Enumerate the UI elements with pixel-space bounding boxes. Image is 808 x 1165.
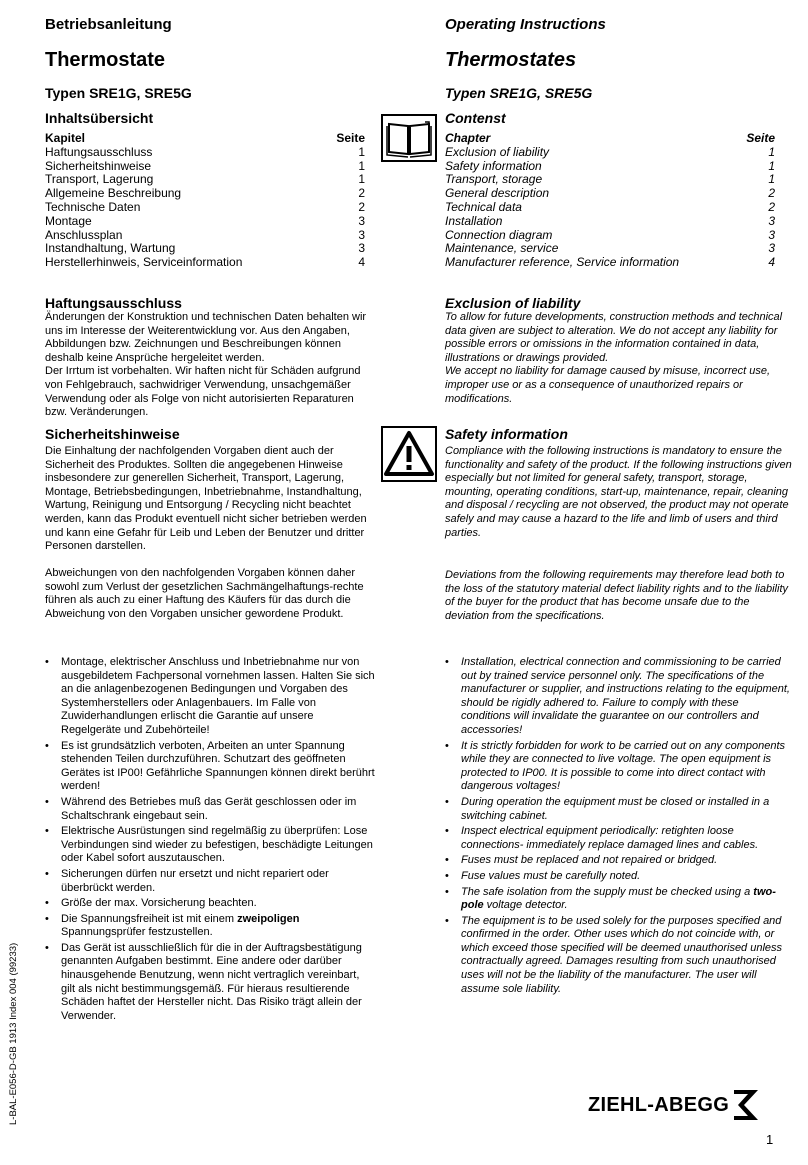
liability-text-de [45,311,375,420]
toc-item: Connection diagram 3 [445,227,775,242]
toc-chapter-label: Chapter [445,131,491,145]
list-item: • Montage, elektrischer Anschluss und Inbetriebnahme nur von ausgebildetem Fachpersonal vornehmen lassen. Halten Sie sich an die anlagenbezogenen Bedingungen und Vorgaben des Systemherstellers oder Anlagenbauers. Im Falle von Zuwiderhandlungen erlischt die Garantie auf unsere Regelgeräte und Zubehörteile! [45,656,375,738]
liability-p2-de: Der Irrtum ist vorbehalten. Wir haften nicht für Schäden aufgrund von Fehlgebrauch, sachwidriger Verwendung, unsachgemäßer Verwendung oder als Folge von nicht autorisierten Reparaturen bzw. Veränderungen. [45,365,361,419]
toc-item: Safety information 1 [445,158,775,173]
safety-heading-en: Safety information [445,426,568,442]
toc-item: Maintenance, service 3 [445,241,775,256]
doc-type-en: Operating Instructions [445,16,606,33]
list-item: • Sicherungen dürfen nur ersetzt und nicht repariert oder überbrückt werden. [45,868,375,895]
toc-item: Installation 3 [445,213,775,228]
toc-chapter-label: Kapitel [45,131,86,145]
list-item: • During operation the equipment must be closed or installed in a switching cabinet. [445,796,790,823]
safety-heading-de: Sicherheitshinweise [45,426,180,442]
bullet-list-de [45,656,375,1025]
bold-term: zweipoligen [237,912,300,925]
toc-item: Exclusion of liability 1 [445,144,775,159]
toc-item: Montage 3 [45,213,365,228]
safety-p2-en: Deviations from the following requirements may therefore lead both to the loss of the statutory material defect liability rights and to the liability of the buyer for the product that has become unsafe due to the deviation from the specifications. [445,569,789,622]
list-item: • It is strictly forbidden for work to be carried out on any components while they are connected to live voltage. The open equipment is protected to IP00. It is possible to come into direct contact with dangerous voltages! [445,740,790,794]
brand-logo [588,1088,760,1122]
page-number: 1 [766,1132,774,1147]
ziehl-abegg-logo-icon [732,1088,760,1122]
toc-item: Anschlussplan 3 [45,227,365,242]
toc-heading-de: Inhaltsübersicht [45,110,154,126]
list-item: • Während des Betriebes muß das Gerät geschlossen oder im Schaltschrank eingebaut sein. [45,796,375,823]
list-item: • Installation, electrical connection and commissioning to be carried out by trained service personnel only. The specifications of the manufacturer or supplier, and instructions relating to the equipment, should be rigidly adhered to. Failure to comply with these conditions will invalidate the guarantee on our controllers and accessories! [445,656,790,738]
safety-p1-en: Compliance with the following instructions is mandatory to ensure the functionality and safety of the product. If the following instructions given especially but not limited for general safety, transport, storage, mounting, operating conditions, start-up, maintenance, repair, cleaning and disposal / recycling are not observed, the product may not operate safely and may cause a hazard to the life and limb of users and third parties. [445,445,792,539]
toc-item: Instandhaltung, Wartung 3 [45,241,365,256]
list-item: • Inspect electrical equipment periodically: retighten loose connections- immediately replace damaged lines and cables. [445,825,790,852]
bold-term: two-pole [461,885,776,912]
book-icon [381,114,437,162]
toc-en [445,132,775,270]
liability-p1-en: To allow for future developments, construction methods and technical data given are subject to alteration. We do not accept any liability for possible errors or omissions in the information contained in data, illustrations or drawings provided. [445,311,783,364]
liability-heading-en: Exclusion of liability [445,295,581,311]
list-item: • Fuses must be replaced and not repaired or bridged. [445,854,790,868]
liability-p2-en: We accept no liability for damage caused by misuse, incorrect use, improper use or as a consequence of unauthorized repairs or modifications. [445,365,771,405]
list-item: • Elektrische Ausrüstungen sind regelmäßig zu überprüfen: Lose Verbindungen sind wieder zu befestigen, beschädigte Leitungen oder Kabel sofort auszutauschen. [45,825,375,866]
toc-header-en [445,132,775,146]
title-en: Thermostates [445,49,577,71]
liability-text-en [445,311,790,406]
list-item: • Das Gerät ist ausschließlich für die in der Auftragsbestätigung genannten Aufgaben bestimmt. Eine andere oder darüber hinausgehende Benutzung, wenn nicht vertraglich vereinbart, gilt als nicht bestimmungsgemäß. Für hieraus resultierende Schäden haftet der Hersteller nicht. Das Risiko trägt allein der Verwender. [45,942,375,1024]
list-item: • Fuse values must be carefully noted. [445,870,790,884]
title-de: Thermostate [45,49,166,71]
toc-page-label: Seite [336,131,365,145]
safety-p1-de: Die Einhaltung der nachfolgenden Vorgaben dient auch der Sicherheit des Produktes. Sollten die angegebenen Hinweise insbesondere zur generellen Sicherheit, Transport, Lagerung, Montage, Betriebsbedingungen, Inbetriebnahme, Instandhaltung, Wartung, Reinigung und Entsorgung / Recycling nicht beachtet werden, kann das Produkt eventuell nicht sicher betrieben werden und kann eine Gefahr für Leib und Leben der Benutzer und dritter Personen darstellen. [45,445,367,553]
document-code: L-BAL-E056-D-GB 1913 Index 004 (99233) [8,942,19,1125]
doc-type-de: Betriebsanleitung [45,16,172,33]
safety-p2-de: Abweichungen von den nachfolgenden Vorgaben können daher sowohl zum Verlust der gesetzlichen Sachmängelhaftungs-rechte führen als auch zu einer Haftung des Käufers für das durch die Abweichung von den Vorgaben unsicher gewordene Produkt. [45,567,364,620]
warning-triangle-icon [381,426,437,482]
toc-item: Technical data 2 [445,199,775,214]
toc-item: Allgemeine Beschreibung 2 [45,186,365,201]
list-item: • Es ist grundsätzlich verboten, Arbeiten an unter Spannung stehenden Teilen durchzuführen. Schutzart des geöffneten Gerätes ist IP00! Gefährliche Spannungen können direkt berührt werden! [45,740,375,794]
toc-item: General description 2 [445,186,775,201]
list-item: • Größe der max. Vorsicherung beachten. [45,897,375,911]
toc-item: Technische Daten 2 [45,199,365,214]
toc-item: Sicherheitshinweise 1 [45,158,365,173]
toc-item: Transport, storage 1 [445,172,775,187]
liability-heading-de: Haftungsausschluss [45,295,182,311]
toc-item: Herstellerhinweis, Serviceinformation 4 [45,255,365,270]
list-item: • The safe isolation from the supply must be checked using a two-pole voltage detector. [445,886,790,913]
bullet-list-en [445,656,790,998]
types-en: Typen SRE1G, SRE5G [445,85,593,101]
list-item: • Die Spannungsfreiheit ist mit einem zweipoligen Spannungsprüfer festzustellen. [45,913,375,940]
types-de: Typen SRE1G, SRE5G [45,85,192,101]
toc-header-de [45,132,365,146]
logo-text: ZIEHL-ABEGG [588,1093,730,1116]
toc-page-label: Seite [746,131,775,145]
toc-item: Haftungsausschluss 1 [45,144,365,159]
toc-item: Manufacturer reference, Service information 4 [445,255,775,270]
liability-p1-de: Änderungen der Konstruktion und technischen Daten behalten wir uns im Interesse der Weiterentwicklung vor. Aus den Angaben, Abbildungen bzw. Zeichnungen und Beschreibungen können deshalb keine Ansprüche hergeleitet werden. [45,311,367,364]
toc-heading-en: Contenst [445,110,506,126]
toc-item: Transport, Lagerung 1 [45,172,365,187]
list-item: • The equipment is to be used solely for the purposes specified and confirmed in the order. Other uses which do not coincide with, or which exceed those specified will be deemed unauthorised unless contractually agreed. Damages resulting from such unauthorised uses will not be the liability of the manufacturer. The user will assume sole liability. [445,915,790,997]
toc-de [45,132,365,270]
